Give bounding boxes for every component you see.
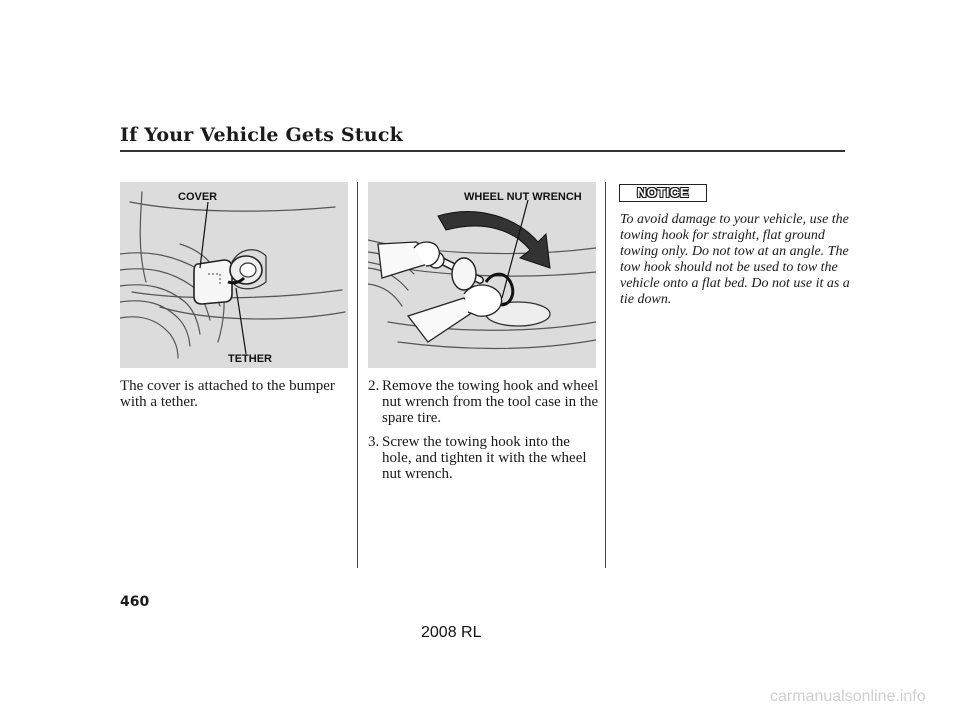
page-title: If Your Vehicle Gets Stuck <box>120 124 403 146</box>
notice-text: To avoid damage to your vehicle, use the towing hook for straight, flat ground towing only. Do not tow at an angle. The tow hook should not be used to tow the vehicle onto a flat bed. Do not use it as a tie down. <box>620 212 850 307</box>
step-2-number: 2. <box>368 378 380 394</box>
callout-cover: COVER <box>178 191 218 203</box>
callout-wheel-nut-wrench: WHEEL NUT WRENCH <box>464 191 582 203</box>
column-divider-left <box>357 182 358 568</box>
illustration-bumper-cover <box>120 182 348 368</box>
title-underline <box>120 150 845 152</box>
step-3-number: 3. <box>368 434 380 450</box>
step-3 <box>368 434 602 482</box>
step-2-text: Remove the towing hook and wheel nut wrench from the tool case in the spare tire. <box>382 378 599 426</box>
notice-badge: NOTICE <box>619 184 707 202</box>
page-number: 460 <box>120 594 150 610</box>
callout-tether: TETHER <box>228 353 272 365</box>
footer-model: 2008 RL <box>421 624 482 641</box>
bumper-cover-drawing <box>120 182 348 368</box>
column-divider-right <box>605 182 606 568</box>
towing-hook-drawing <box>368 182 596 368</box>
step-3-text: Screw the towing hook into the hole, and tighten it with the wheel nut wrench. <box>382 434 587 482</box>
watermark: carmanualsonline.info <box>770 688 926 705</box>
illustration-towing-hook <box>368 182 596 368</box>
step-2 <box>368 378 602 426</box>
cover-tether-text: The cover is attached to the bumper with a tether. <box>120 378 335 410</box>
